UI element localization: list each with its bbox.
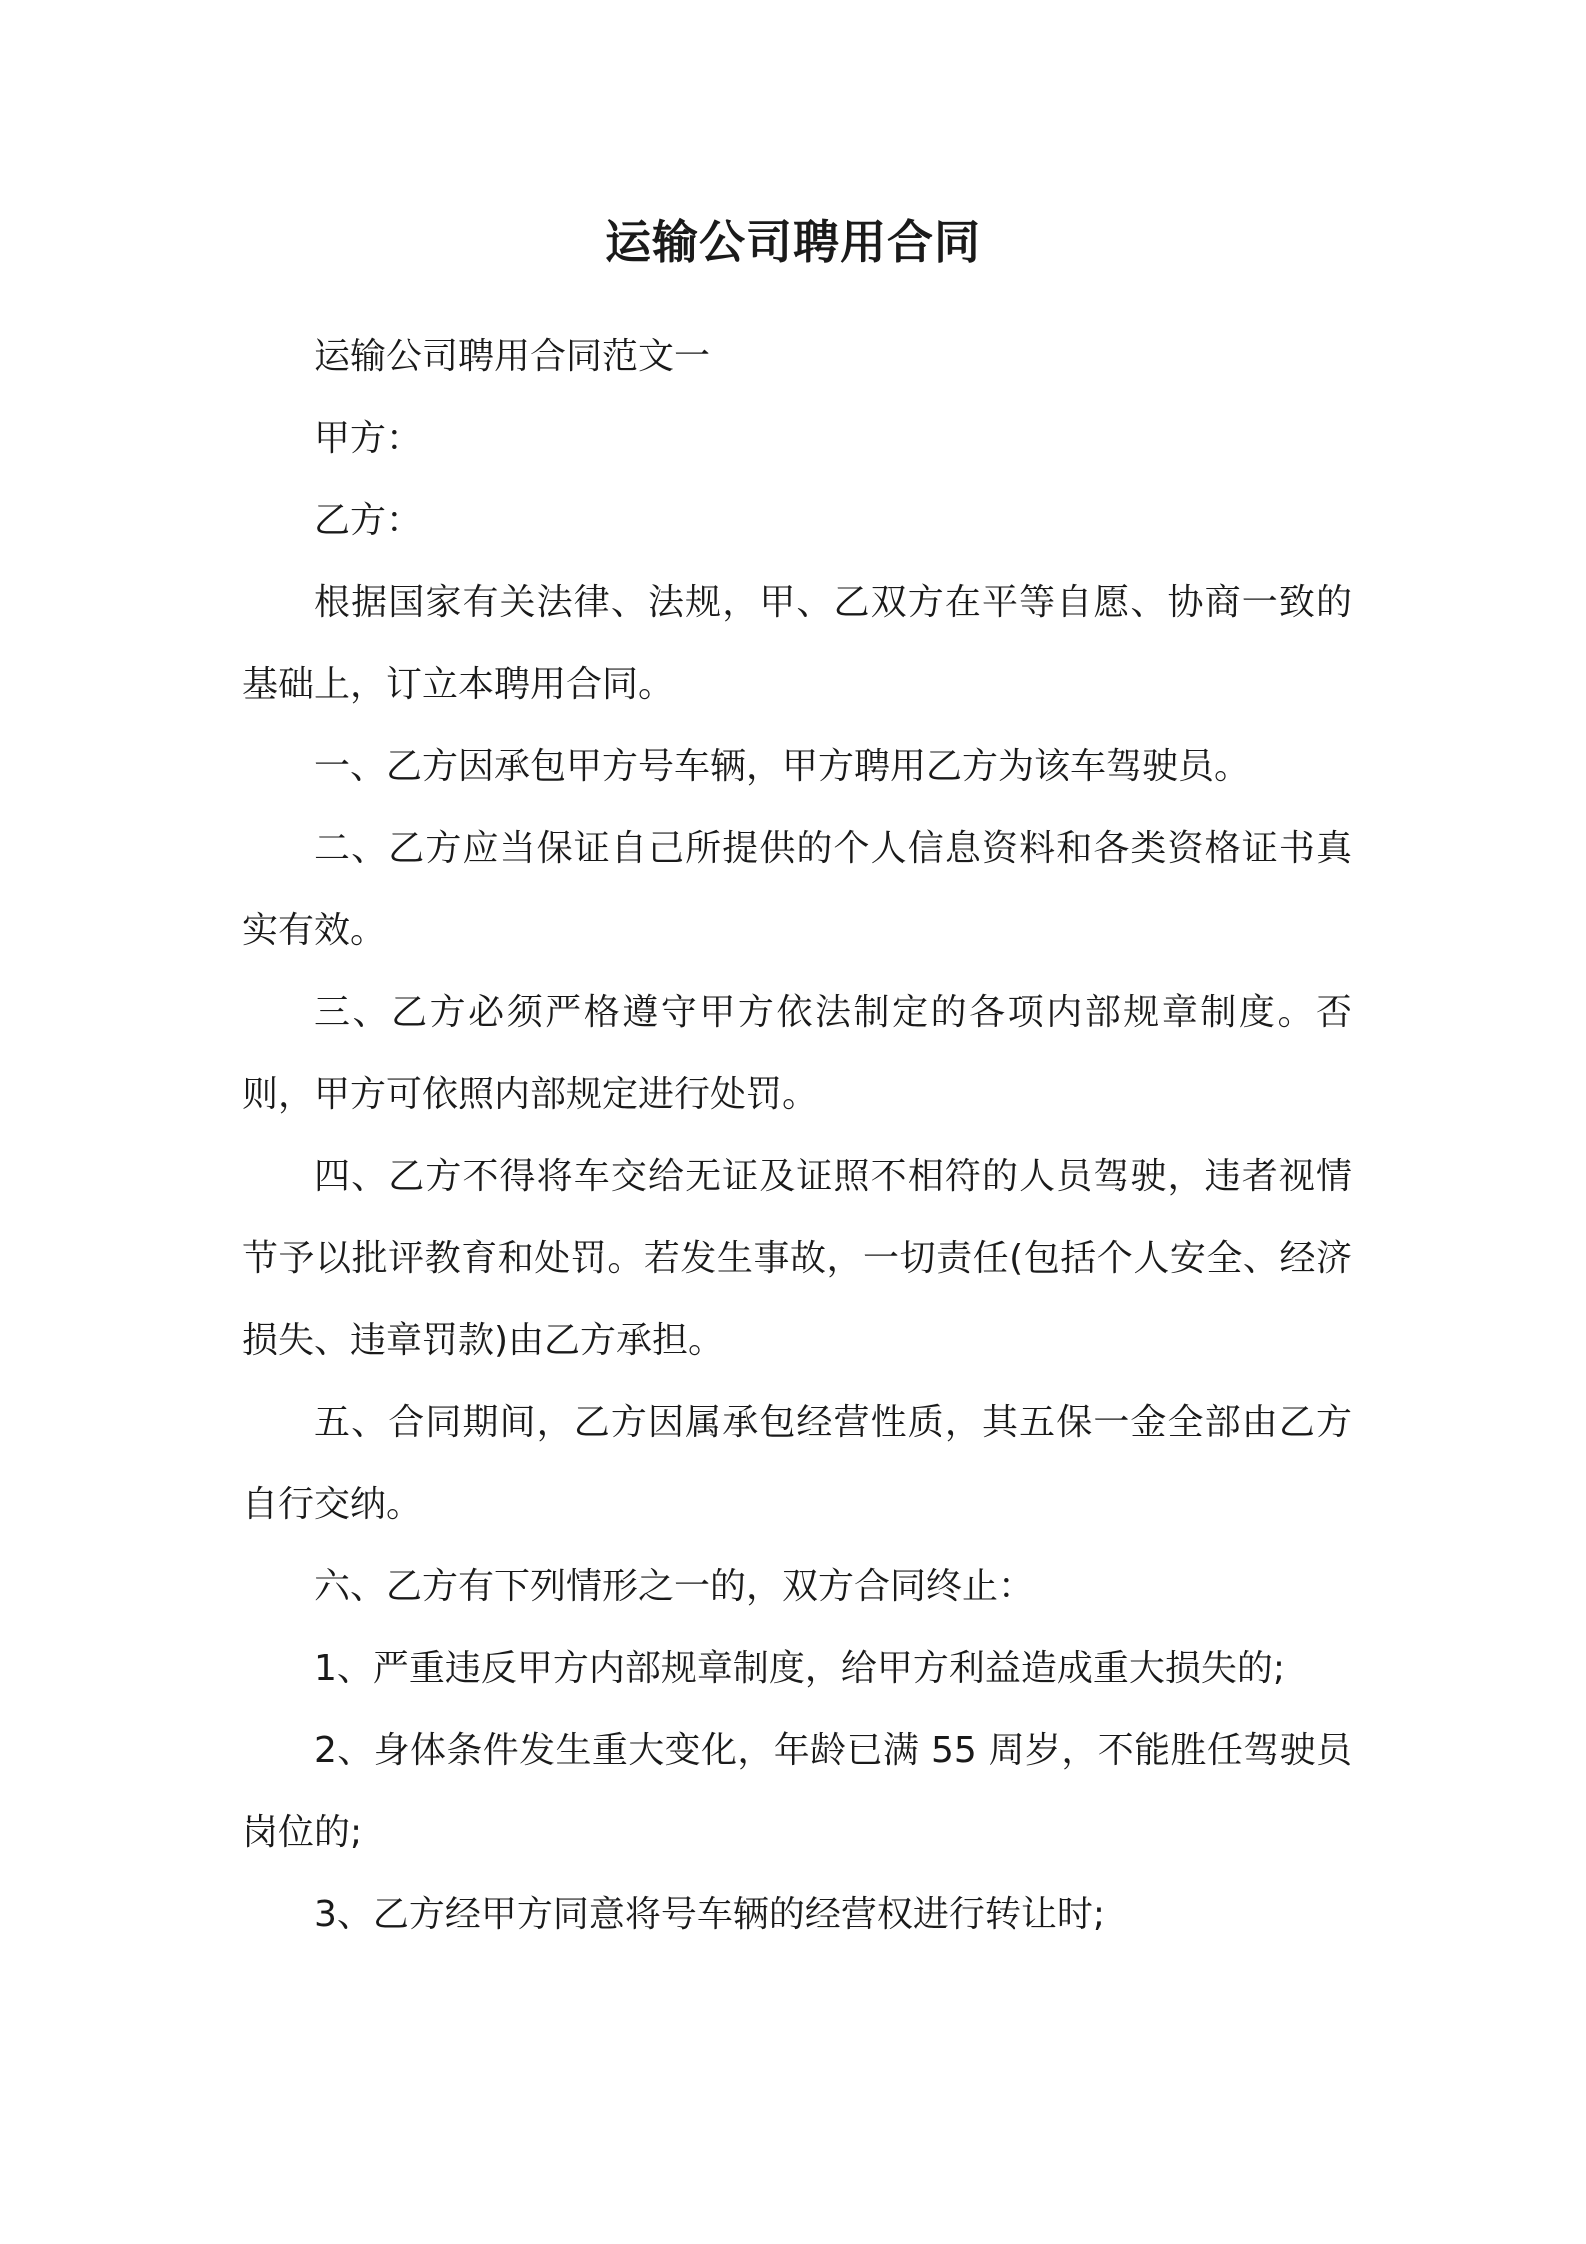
item-2-paragraph: 2、身体条件发生重大变化，年龄已满 55 周岁，不能胜任驾驶员岗位的; [242,1730,1352,1853]
subtitle-paragraph: 运输公司聘用合同范文一 [314,336,711,377]
item-3-paragraph: 3、乙方经甲方同意将号车辆的经营权进行转让时; [314,1894,1106,1935]
party-b-paragraph: 乙方： [314,500,423,541]
party-a-paragraph: 甲方： [314,418,423,459]
clause-2-paragraph: 二、乙方应当保证自己所提供的个人信息资料和各类资格证书真实有效。 [242,828,1352,951]
document-body [242,316,1352,1956]
clause-6-paragraph: 六、乙方有下列情形之一的，双方合同终止： [314,1566,1035,1607]
document-title: 运输公司聘用合同 [605,215,981,269]
item-1-paragraph: 1、严重违反甲方内部规章制度，给甲方利益造成重大损失的; [314,1648,1286,1689]
preamble-paragraph: 根据国家有关法律、法规，甲、乙双方在平等自愿、协商一致的基础上，订立本聘用合同。 [242,582,1352,705]
clause-4-paragraph: 四、乙方不得将车交给无证及证照不相符的人员驾驶，违者视情节予以批评教育和处罚。若发生事故，一切责任(包括个人安全、经济损失、违章罚款)由乙方承担。 [242,1156,1352,1361]
clause-5-paragraph: 五、合同期间，乙方因属承包经营性质，其五保一金全部由乙方自行交纳。 [242,1402,1352,1525]
clause-3-paragraph: 三、乙方必须严格遵守甲方依法制定的各项内部规章制度。否则，甲方可依照内部规定进行处罚。 [242,992,1352,1115]
clause-1-paragraph: 一、乙方因承包甲方号车辆，甲方聘用乙方为该车驾驶员。 [314,746,1251,787]
